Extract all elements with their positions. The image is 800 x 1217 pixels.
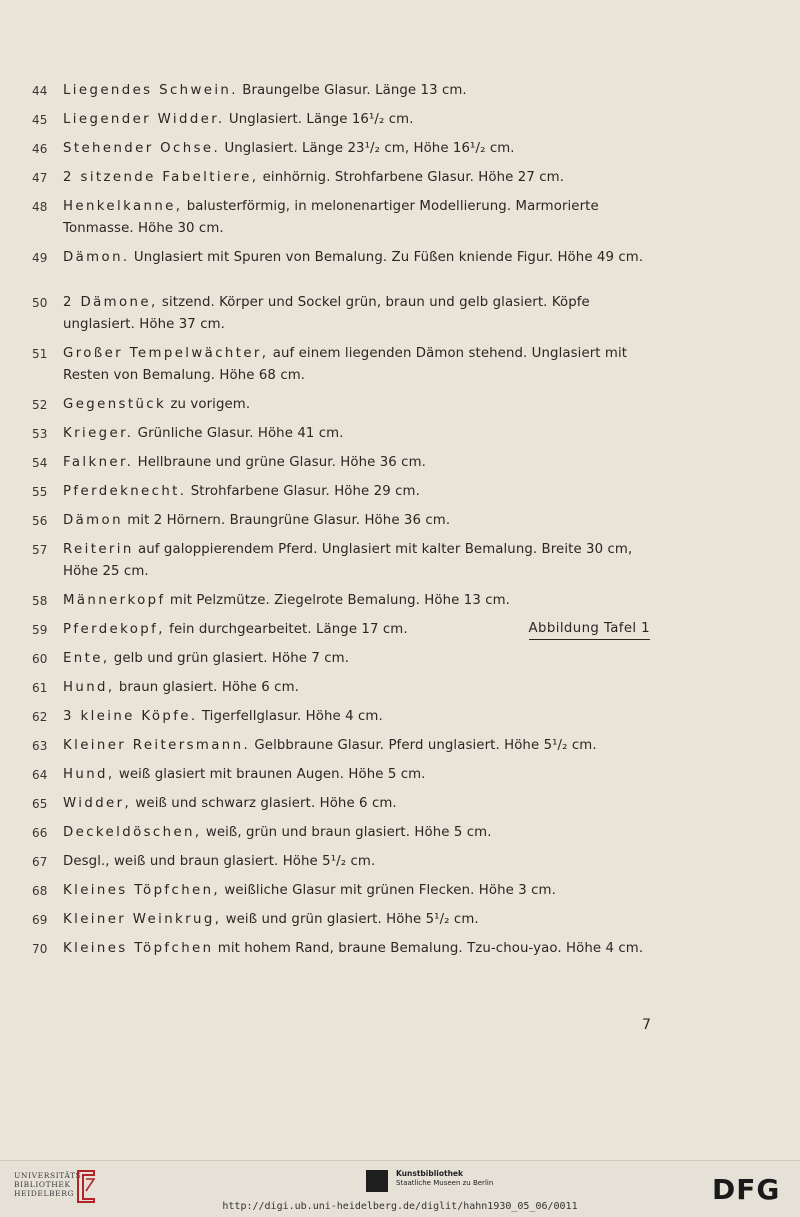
entry-title: Stehender Ochse.: [63, 141, 221, 156]
entry-description: [63, 423, 653, 445]
entry-description: [63, 196, 653, 240]
entry-number: 51: [32, 347, 48, 361]
entry-details: weißliche Glasur mit grünen Flecken. Höhe 3 cm.: [220, 883, 556, 898]
entry-details: sitzend. Körper und Sockel grün, braun und gelb glasiert. Köpfe unglasiert. Höhe 37 cm.: [63, 295, 590, 332]
kunstbibliothek-label: [396, 1169, 493, 1188]
entry-title: Pferdeknecht.: [63, 484, 187, 499]
university-line-1: UNIVERSITÄTS-: [14, 1171, 85, 1180]
entry-description: [63, 793, 653, 815]
entry-number: 64: [32, 768, 48, 782]
entry-details: braun glasiert. Höhe 6 cm.: [114, 680, 299, 695]
entry-number: 47: [32, 171, 48, 185]
entry-title: Reiterin: [63, 542, 134, 557]
entry-description: [63, 735, 653, 757]
entry-title: Falkner.: [63, 455, 134, 470]
entry-title: Kleines Töpfchen,: [63, 883, 221, 898]
plate-reference-caption: Abbildung Tafel 1: [529, 619, 650, 640]
entry-details: fein durchgearbeitet. Länge 17 cm.: [164, 622, 408, 637]
dfg-logo: DFG: [712, 1173, 781, 1206]
entry-title: Widder,: [63, 796, 132, 811]
entry-title: Dämon.: [63, 250, 130, 265]
entry-title: Deckeldöschen,: [63, 825, 202, 840]
entry-details: gelb und grün glasiert. Höhe 7 cm.: [109, 651, 350, 666]
entry-number: 50: [32, 296, 48, 310]
entry-number: 59: [32, 623, 48, 637]
entry-title: Henkelkanne,: [63, 199, 183, 214]
entry-details: Braungelbe Glasur. Länge 13 cm.: [237, 83, 467, 98]
entry-details: Tigerfellglasur. Höhe 4 cm.: [197, 709, 383, 724]
entry-title: Männerkopf: [63, 593, 166, 608]
entry-number: 60: [32, 652, 48, 666]
entry-details: einhörnig. Strohfarbene Glasur. Höhe 27 cm.: [258, 170, 565, 185]
entry-title: 2 sitzende Fabeltiere,: [63, 170, 259, 185]
entry-number: 69: [32, 913, 48, 927]
kb-subtitle: Staatliche Museen zu Berlin: [396, 1179, 494, 1187]
entry-description: [63, 109, 653, 131]
entry-details: auf einem liegenden Dämon stehend. Unglasiert mit Resten von Bemalung. Höhe 68 cm.: [63, 346, 628, 383]
entry-details: auf galoppierendem Pferd. Unglasiert mit kalter Bemalung. Breite 30 cm, Höhe 25 cm.: [63, 542, 633, 579]
entry-details: mit hohem Rand, braune Bemalung. Tzu-chou-yao. Höhe 4 cm.: [213, 941, 644, 956]
entry-details: weiß und schwarz glasiert. Höhe 6 cm.: [131, 796, 397, 811]
entry-description: [63, 764, 653, 786]
entry-description: [63, 880, 653, 902]
entry-details: Gelbbraune Glasur. Pferd unglasiert. Höhe 5¹/₂ cm.: [250, 738, 597, 753]
entry-number: 45: [32, 113, 48, 127]
entry-description: [63, 539, 653, 583]
entry-details: zu vorigem.: [166, 397, 251, 412]
entry-number: 46: [32, 142, 48, 156]
entry-title: Liegendes Schwein.: [63, 83, 238, 98]
entry-title: Kleiner Weinkrug,: [63, 912, 222, 927]
entry-details: Unglasiert mit Spuren von Bemalung. Zu Füßen kniende Figur. Höhe 49 cm.: [129, 250, 644, 265]
entry-description: [63, 510, 653, 532]
entry-description: [63, 481, 653, 503]
entry-description: [63, 394, 653, 416]
page-number: 7: [642, 1017, 651, 1033]
university-line-3: HEIDELBERG: [14, 1189, 75, 1198]
entry-title: Kleiner Reitersmann.: [63, 738, 251, 753]
entry-number: 52: [32, 398, 48, 412]
entry-number: 44: [32, 84, 48, 98]
entry-description: [63, 80, 653, 102]
entry-description: [63, 292, 653, 336]
digitization-footer: [0, 1160, 800, 1217]
entry-number: 58: [32, 594, 48, 608]
entry-title: Ente,: [63, 651, 110, 666]
entry-number: 55: [32, 485, 48, 499]
entry-title: 3 kleine Köpfe.: [63, 709, 198, 724]
entry-details: weiß glasiert mit braunen Augen. Höhe 5 cm.: [114, 767, 426, 782]
entry-details: weiß und grün glasiert. Höhe 5¹/₂ cm.: [221, 912, 479, 927]
entry-number: 56: [32, 514, 48, 528]
entry-number: 62: [32, 710, 48, 724]
permalink-url[interactable]: http://digi.ub.uni-heidelberg.de/diglit/hahn1930_05_06/0011: [222, 1201, 578, 1212]
entry-number: 66: [32, 826, 48, 840]
entry-number: 57: [32, 543, 48, 557]
entry-title: Pferdekopf,: [63, 622, 165, 637]
entry-number: 67: [32, 855, 48, 869]
entry-description: [63, 938, 653, 960]
kunstbibliothek-logo-icon: [366, 1170, 388, 1192]
entry-description: [63, 909, 653, 931]
entry-title: Gegenstück: [63, 397, 167, 412]
entry-number: 63: [32, 739, 48, 753]
entry-description: [63, 138, 653, 160]
entry-description: [63, 648, 653, 670]
entry-description: [63, 452, 653, 474]
entry-number: 54: [32, 456, 48, 470]
university-line-2: BIBLIOTHEK: [14, 1180, 71, 1189]
entry-details: Desgl., weiß und braun glasiert. Höhe 5¹/₂ cm.: [63, 854, 376, 869]
university-logo-icon: [74, 1169, 98, 1203]
entry-description: [63, 247, 653, 269]
entry-details: mit 2 Hörnern. Braungrüne Glasur. Höhe 36 cm.: [122, 513, 451, 528]
entry-number: 68: [32, 884, 48, 898]
entry-description: [63, 590, 653, 612]
entry-number: 65: [32, 797, 48, 811]
entry-title: Kleines Töpfchen: [63, 941, 214, 956]
entry-description: [63, 343, 653, 387]
entry-title: Liegender Widder.: [63, 112, 225, 127]
kb-title: Kunstbibliothek: [396, 1169, 464, 1178]
entry-description: [63, 677, 653, 699]
entry-description: [63, 167, 653, 189]
entry-details: balusterförmig, in melonenartiger Modellierung. Marmorierte Tonmasse. Höhe 30 cm.: [63, 199, 599, 236]
entry-title: 2 Dämone,: [63, 295, 158, 310]
entry-details: mit Pelzmütze. Ziegelrote Bemalung. Höhe 13 cm.: [165, 593, 511, 608]
entry-details: Hellbraune und grüne Glasur. Höhe 36 cm.: [133, 455, 426, 470]
entry-title: Krieger.: [63, 426, 134, 441]
entry-details: Grünliche Glasur. Höhe 41 cm.: [133, 426, 344, 441]
entry-description: [63, 851, 653, 873]
entry-number: 48: [32, 200, 48, 214]
entry-details: weiß, grün und braun glasiert. Höhe 5 cm.: [201, 825, 492, 840]
entry-title: Hund,: [63, 767, 115, 782]
entry-details: Strohfarbene Glasur. Höhe 29 cm.: [186, 484, 420, 499]
entry-details: Unglasiert. Länge 23¹/₂ cm, Höhe 16¹/₂ cm.: [220, 141, 515, 156]
entry-description: [63, 706, 653, 728]
entry-number: 53: [32, 427, 48, 441]
entry-title: Dämon: [63, 513, 123, 528]
entry-details: Unglasiert. Länge 16¹/₂ cm.: [224, 112, 414, 127]
entry-title: Großer Tempelwächter,: [63, 346, 269, 361]
entry-title: Hund,: [63, 680, 115, 695]
entry-description: [63, 822, 653, 844]
entry-number: 61: [32, 681, 48, 695]
entry-number: 49: [32, 251, 48, 265]
entry-number: 70: [32, 942, 48, 956]
